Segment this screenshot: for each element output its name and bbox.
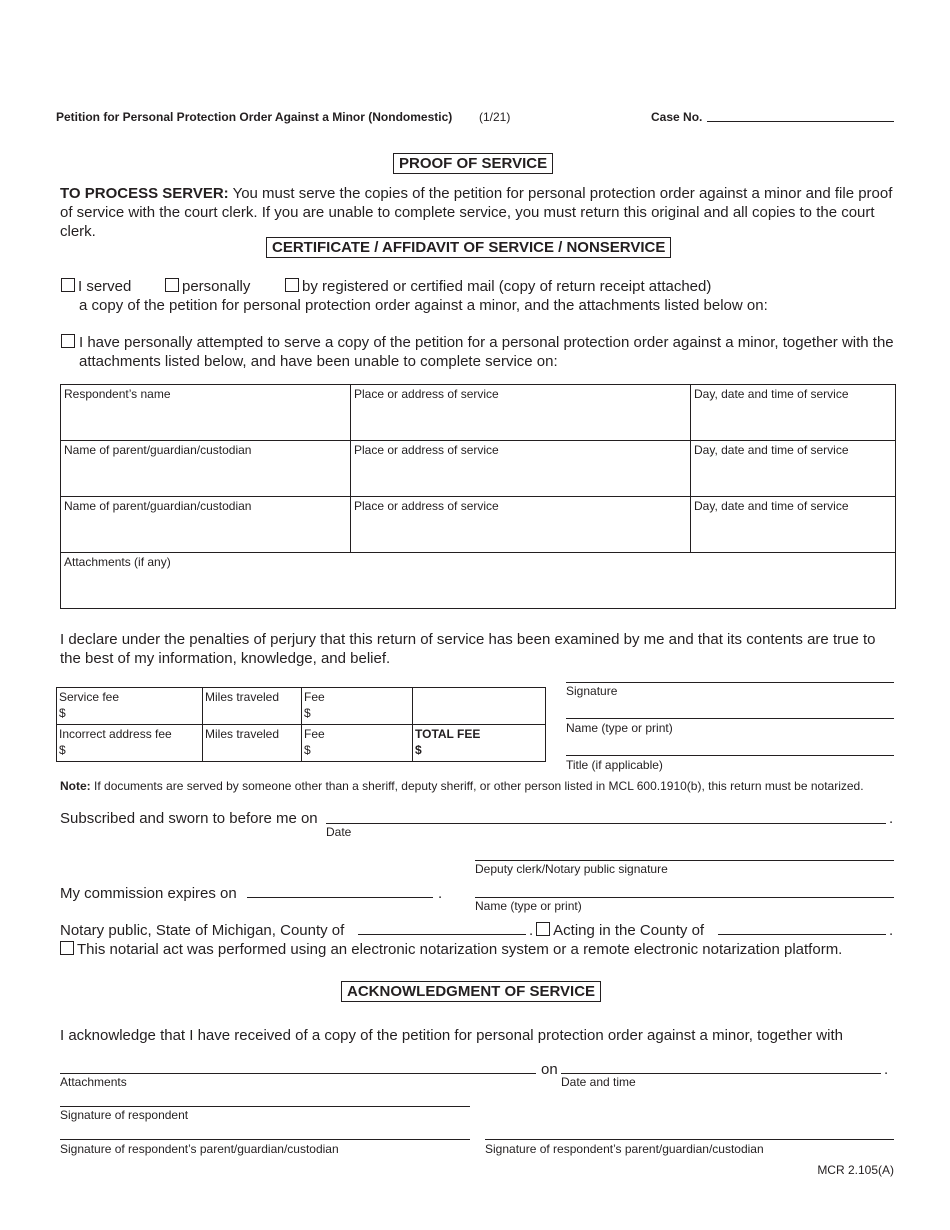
perjury-declaration: I declare under the penalties of perjury that this return of service has been examined by me and that its contents are true to the best of my information, knowledge, and belief. bbox=[60, 631, 876, 667]
process-server-instructions bbox=[60, 184, 896, 241]
server-title-line[interactable] bbox=[566, 755, 894, 756]
notary-name-line[interactable] bbox=[475, 897, 894, 898]
acting-label: Acting in the County of bbox=[553, 922, 705, 939]
subscribed-date-label: Date bbox=[326, 825, 352, 839]
acting-option: . Acting in the County of bbox=[529, 922, 705, 939]
form-title: Petition for Personal Protection Order Against a Minor (Nondomestic) bbox=[56, 110, 453, 124]
acting-county-line[interactable] bbox=[718, 934, 886, 935]
served-checkbox[interactable] bbox=[61, 278, 75, 292]
acknowledgment-title: ACKNOWLEDGMENT OF SERVICE bbox=[341, 981, 601, 1002]
service-miles-cell[interactable]: Miles traveled bbox=[203, 688, 302, 725]
table-row bbox=[61, 441, 896, 497]
parent-signature-line-2[interactable] bbox=[485, 1139, 894, 1140]
notary-name-label: Name (type or print) bbox=[475, 899, 582, 913]
parent2-place-cell[interactable]: Place or address of service bbox=[351, 497, 691, 553]
attachments-line[interactable] bbox=[60, 1073, 536, 1074]
total-fee-cell[interactable]: TOTAL FEE $ bbox=[413, 725, 546, 762]
incorrect-miles-cell[interactable]: Miles traveled bbox=[203, 725, 302, 762]
commission-period: . bbox=[438, 885, 443, 902]
subscribed-label: Subscribed and sworn to before me on bbox=[60, 810, 318, 827]
incorrect-fee-amount-cell[interactable]: Fee $ bbox=[302, 725, 413, 762]
electronic-label: This notarial act was performed using an electronic notarization system or a remote electronic notarization platform. bbox=[77, 941, 843, 958]
attempted-checkbox[interactable] bbox=[61, 334, 75, 348]
acknowledgment-text: I acknowledge that I have received of a copy of the petition for personal protection order against a minor, together with bbox=[60, 1027, 843, 1044]
parent2-time-cell[interactable]: Day, date and time of service bbox=[691, 497, 896, 553]
deputy-signature-line[interactable] bbox=[475, 860, 894, 861]
parent-signature-label-1: Signature of respondent’s parent/guardian/custodian bbox=[60, 1142, 339, 1156]
acting-checkbox[interactable] bbox=[536, 922, 550, 936]
attempted-text: I have personally attempted to serve a copy of the petition for a personal protection order against a minor, together with the attachments listed below, and have been unable to complete service on: bbox=[79, 334, 894, 370]
fee-table bbox=[56, 687, 546, 762]
fee-blank-cell bbox=[413, 688, 546, 725]
parent1-name-cell[interactable]: Name of parent/guardian/custodian bbox=[61, 441, 351, 497]
certificate-title: CERTIFICATE / AFFIDAVIT OF SERVICE / NONSERVICE bbox=[266, 237, 671, 258]
ack-period: . bbox=[884, 1061, 889, 1078]
signature-label: Signature bbox=[566, 684, 618, 698]
subscribed-date-line[interactable] bbox=[326, 823, 886, 824]
case-no-label: Case No. bbox=[651, 110, 703, 124]
deputy-signature-label: Deputy clerk/Notary public signature bbox=[475, 862, 668, 876]
served-label: I served bbox=[78, 278, 132, 295]
respondent-name-cell[interactable]: Respondent’s name bbox=[61, 385, 351, 441]
mail-option bbox=[285, 277, 711, 296]
served-text: a copy of the petition for personal protection order against a minor, and the attachments listed below on: bbox=[79, 297, 768, 314]
proof-of-service-title: PROOF OF SERVICE bbox=[393, 153, 553, 174]
respondent-place-cell[interactable]: Place or address of service bbox=[351, 385, 691, 441]
service-table bbox=[60, 384, 896, 609]
date-time-label: Date and time bbox=[561, 1075, 636, 1089]
server-title-label: Title (if applicable) bbox=[566, 758, 663, 772]
personally-label: personally bbox=[182, 278, 251, 295]
incorrect-fee-cell[interactable]: Incorrect address fee $ bbox=[57, 725, 203, 762]
acting-period: . bbox=[889, 922, 894, 939]
parent1-place-cell[interactable]: Place or address of service bbox=[351, 441, 691, 497]
respondent-time-cell[interactable]: Day, date and time of service bbox=[691, 385, 896, 441]
on-label: on bbox=[541, 1061, 558, 1078]
parent-signature-label-2: Signature of respondent’s parent/guardian/custodian bbox=[485, 1142, 764, 1156]
notary-county-line[interactable] bbox=[358, 934, 526, 935]
attachments-cell[interactable]: Attachments (if any) bbox=[61, 553, 896, 609]
attachments-label: Attachments bbox=[60, 1075, 127, 1089]
form-revision: (1/21) bbox=[479, 110, 511, 124]
notary-county-label: Notary public, State of Michigan, County of bbox=[60, 922, 345, 939]
table-row bbox=[61, 497, 896, 553]
commission-date-line[interactable] bbox=[247, 897, 433, 898]
service-fee-cell[interactable]: Service fee $ bbox=[57, 688, 203, 725]
mail-checkbox[interactable] bbox=[285, 278, 299, 292]
parent1-time-cell[interactable]: Day, date and time of service bbox=[691, 441, 896, 497]
table-row bbox=[57, 725, 546, 762]
parent-signature-line-1[interactable] bbox=[60, 1139, 470, 1140]
form-code: MCR 2.105(A) bbox=[817, 1163, 894, 1177]
served-option-row bbox=[61, 277, 131, 296]
process-server-label: TO PROCESS SERVER: bbox=[60, 185, 229, 202]
table-row bbox=[61, 553, 896, 609]
electronic-notarization-row bbox=[60, 940, 842, 959]
server-name-line[interactable] bbox=[566, 718, 894, 719]
server-name-label: Name (type or print) bbox=[566, 721, 673, 735]
respondent-signature-line[interactable] bbox=[60, 1106, 470, 1107]
mail-label: by registered or certified mail (copy of return receipt attached) bbox=[302, 278, 712, 295]
case-no-field[interactable] bbox=[707, 121, 894, 122]
service-fee-amount-cell[interactable]: Fee $ bbox=[302, 688, 413, 725]
process-server-text: You must serve the copies of the petition for personal protection order against a minor and file proof of service with the court clerk. If you are unable to complete service, you must return this original and all copies to the court clerk. bbox=[60, 185, 893, 240]
signature-line[interactable] bbox=[566, 682, 894, 683]
subscribed-period: . bbox=[889, 810, 894, 827]
table-row bbox=[57, 688, 546, 725]
respondent-signature-label: Signature of respondent bbox=[60, 1108, 189, 1122]
commission-label: My commission expires on bbox=[60, 885, 237, 902]
attempted-checkbox-wrap bbox=[61, 333, 78, 352]
date-time-line[interactable] bbox=[561, 1073, 881, 1074]
parent2-name-cell[interactable]: Name of parent/guardian/custodian bbox=[61, 497, 351, 553]
notarization-note: Note: If documents are served by someone other than a sheriff, deputy sheriff, or other person listed in MCL 600.1910(b), this return must be notarized. bbox=[60, 779, 864, 793]
personally-checkbox[interactable] bbox=[165, 278, 179, 292]
electronic-checkbox[interactable] bbox=[60, 941, 74, 955]
table-row bbox=[61, 385, 896, 441]
personally-option bbox=[165, 277, 250, 296]
